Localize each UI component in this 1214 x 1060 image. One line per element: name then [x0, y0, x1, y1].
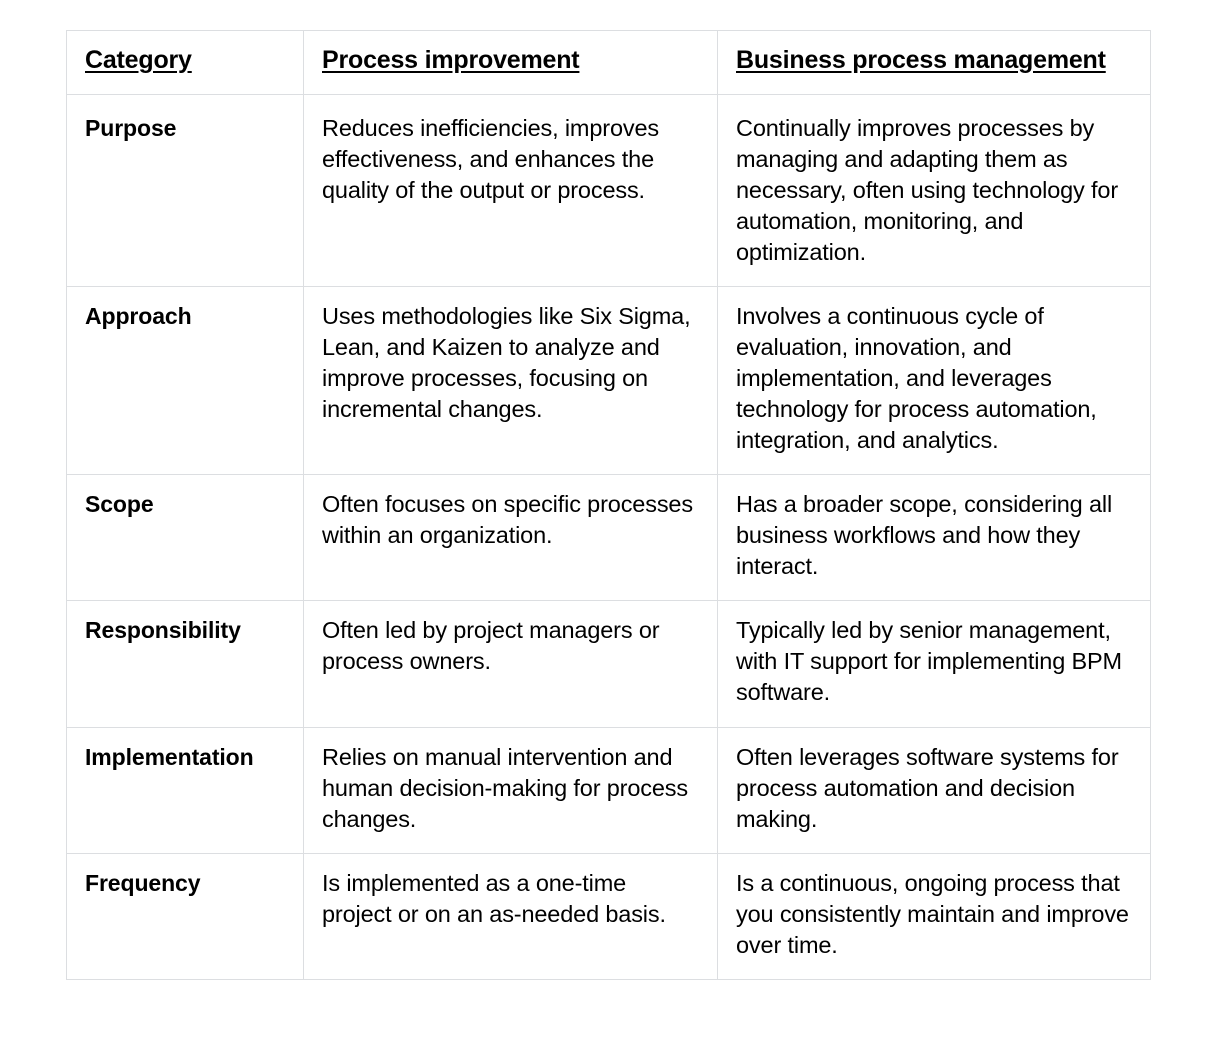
column-header-process-improvement	[304, 31, 718, 95]
table-row	[67, 475, 1151, 601]
cell-frequency-business-process-management: Is a continuous, ongoing process that you consistently maintain and improve over time.	[718, 853, 1151, 979]
cell-scope-business-process-management: Has a broader scope, considering all business workflows and how they interact.	[718, 475, 1151, 601]
table-header	[67, 31, 1151, 95]
row-category-frequency: Frequency	[67, 853, 304, 979]
comparison-table	[66, 30, 1151, 980]
column-header-process-improvement-label: Process improvement	[322, 46, 580, 74]
table-header-row	[67, 31, 1151, 95]
row-category-approach: Approach	[67, 287, 304, 475]
cell-implementation-business-process-management: Often leverages software systems for process automation and decision making.	[718, 727, 1151, 853]
cell-responsibility-business-process-management: Typically led by senior management, with IT support for implementing BPM software.	[718, 601, 1151, 727]
cell-purpose-business-process-management: Continually improves processes by managing and adapting them as necessary, often using technology for automation, monitoring, and optimization.	[718, 95, 1151, 287]
column-header-business-process-management	[718, 31, 1151, 95]
cell-responsibility-process-improvement: Often led by project managers or process owners.	[304, 601, 718, 727]
table-row	[67, 95, 1151, 287]
column-header-category-label: Category	[85, 46, 192, 74]
table-row	[67, 727, 1151, 853]
cell-purpose-process-improvement: Reduces inefficiencies, improves effectiveness, and enhances the quality of the output or process.	[304, 95, 718, 287]
table-row	[67, 287, 1151, 475]
table-row	[67, 601, 1151, 727]
table-body	[67, 95, 1151, 979]
cell-scope-process-improvement: Often focuses on specific processes within an organization.	[304, 475, 718, 601]
row-category-responsibility: Responsibility	[67, 601, 304, 727]
cell-approach-business-process-management: Involves a continuous cycle of evaluation, innovation, and implementation, and leverages technology for process automation, integration, and analytics.	[718, 287, 1151, 475]
row-category-implementation: Implementation	[67, 727, 304, 853]
column-header-category	[67, 31, 304, 95]
row-category-purpose: Purpose	[67, 95, 304, 287]
row-category-scope: Scope	[67, 475, 304, 601]
table-row	[67, 853, 1151, 979]
column-header-business-process-management-label: Business process management	[736, 46, 1106, 74]
cell-implementation-process-improvement: Relies on manual intervention and human decision-making for process changes.	[304, 727, 718, 853]
cell-approach-process-improvement: Uses methodologies like Six Sigma, Lean, and Kaizen to analyze and improve processes, focusing on incremental changes.	[304, 287, 718, 475]
cell-frequency-process-improvement: Is implemented as a one-time project or on an as-needed basis.	[304, 853, 718, 979]
